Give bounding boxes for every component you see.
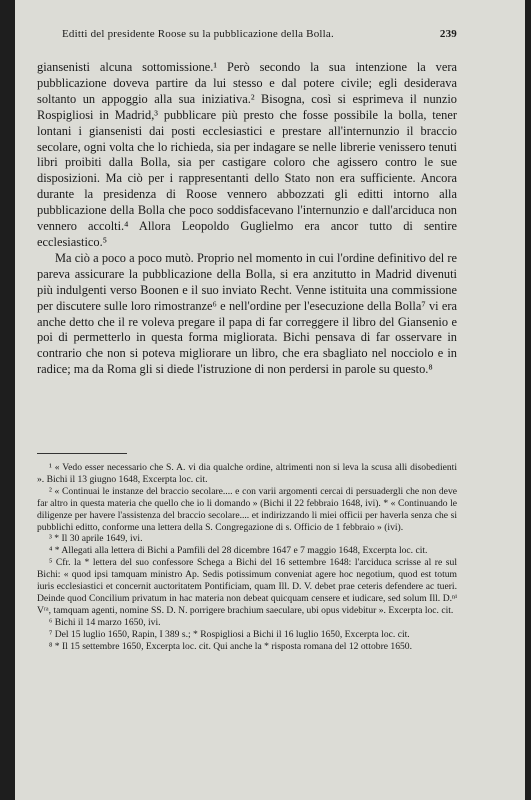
paragraph-1: giansenisti alcuna sottomissione.¹ Però secondo la sua intenzione la vera pubblicazione doveva partire da lui stesso e dal potere civile; egli desiderava soltanto un appoggio alla sua iniziativa.² Bisogna, così si esprimeva il nunzio Rospigliosi in Madrid,³ pubblicare più presto che fosse possibile la bolla, tener lontani i giansenisti dai posti ecclesiastici e prestare all'internunzio il braccio secolare, ogni volta che lo richieda, sia per indagare se nelle librerie venissero tenuti libri proibiti dalla Bolla, sia per castigare coloro che agissero contro le sue disposizioni. Ma ciò per i rappresentanti dello Stato non era sufficiente. Ancora durante la presidenza di Roose vennero abbozzati gli editti intorno alla pubblicazione della Bolla che poco soddisfacevano l'internunzio e dall'arciduca non vennero accolti.⁴ Allora Leopoldo Guglielmo era ancor tutto di sentire ecclesiastico.⁵: [37, 60, 457, 249]
main-text: [37, 60, 457, 378]
paragraph-2: Ma ciò a poco a poco mutò. Proprio nel momento in cui l'ordine definitivo del re pareva assicurare la pubblicazione della Bolla, si era anzitutto in Madrid divenuti più indulgenti verso Boonen e il suo inviato Recht. Venne istituita una commissione per discutere sulle loro rimostranze⁶ e nell'ordine per l'esecuzione della Bolla⁷ vi era anche detto che il re voleva pregare il papa di far correggere il libro del Giansenio e poi di permetterlo in questa forma migliorata. Bichi pensava di far osservare in contrario che non si poteva migliorare un libro, che era sbagliato nel nocciolo e in radice; ma da Roma gli si diede l'istruzione di non perdersi in parole su questo.⁸: [37, 250, 457, 377]
book-page: [15, 0, 525, 800]
running-header: [62, 28, 457, 46]
footnote-4: ⁴ * Allegati alla lettera di Bichi a Pamfili del 28 dicembre 1647 e 7 maggio 1648, Excerpta loc. cit.: [49, 545, 428, 557]
footnote-8: ⁸ * Il 15 settembre 1650, Excerpta loc. cit. Qui anche la * risposta romana del 12 ottobre 1650.: [49, 640, 413, 652]
footnote-7: ⁷ Del 15 luglio 1650, Rapin, I 389 s.; * Rospigliosi a Bichi il 16 luglio 1650, Excerpta loc. cit.: [49, 628, 410, 640]
footnote-5: ⁵ Cfr. la * lettera del suo confessore Schega a Bichi del 16 settembre 1648: l'arciduca scrisse al re sul Bichi: « quod ipsi tamquam ministro Ap. Sedis potissimum conveniat agere hoc negotium, quod est totum iuris ecclesiastici et concernit auctoritatem Pontificiam, quam Ill. D. V. debet prae ceteris defendere ac tueri. Deinde quod Concilium privatum in hac materia non debeat quicquam censere et iudicare, sed solum Ill. D.ⁿⁱ Vʳᵃ, tamquam agenti, nomine SS. D. N. porrigere brachium saeculare, ubi opus videbitur ». Excerpta loc. cit.: [37, 557, 457, 616]
footnote-6: ⁶ Bichi il 14 marzo 1650, ivi.: [49, 616, 161, 628]
footnote-1: ¹ « Vedo esser necessario che S. A. vi dia qualche ordine, altrimenti non si leva la scusa alli disobedienti ». Bichi il 13 giugno 1648, Excerpta loc. cit.: [37, 462, 457, 485]
footnote-2: ² « Continuai le instanze del braccio secolare.... e con varii argomenti cercai di persuadergli che non deve far altro in questa materia che quello che io li domando » (Bichi il 22 febbraio 1648, ivi). * « Continuando le diligenze per havere l'assistenza del braccio secolare.... et indirizzando li miei officii per haverla senza che si pubblichi editto, conforme una lettera della S. Congregazione di s. Officio de 1 febbraio » (ivi).: [37, 485, 457, 533]
page-number: 239: [439, 28, 457, 40]
footnote-separator: [37, 453, 127, 454]
footnote-3: ³ * Il 30 aprile 1649, ivi.: [49, 533, 143, 545]
footnotes: [37, 462, 457, 653]
running-title: Editti del presidente Roose su la pubblicazione della Bolla.: [62, 28, 334, 40]
